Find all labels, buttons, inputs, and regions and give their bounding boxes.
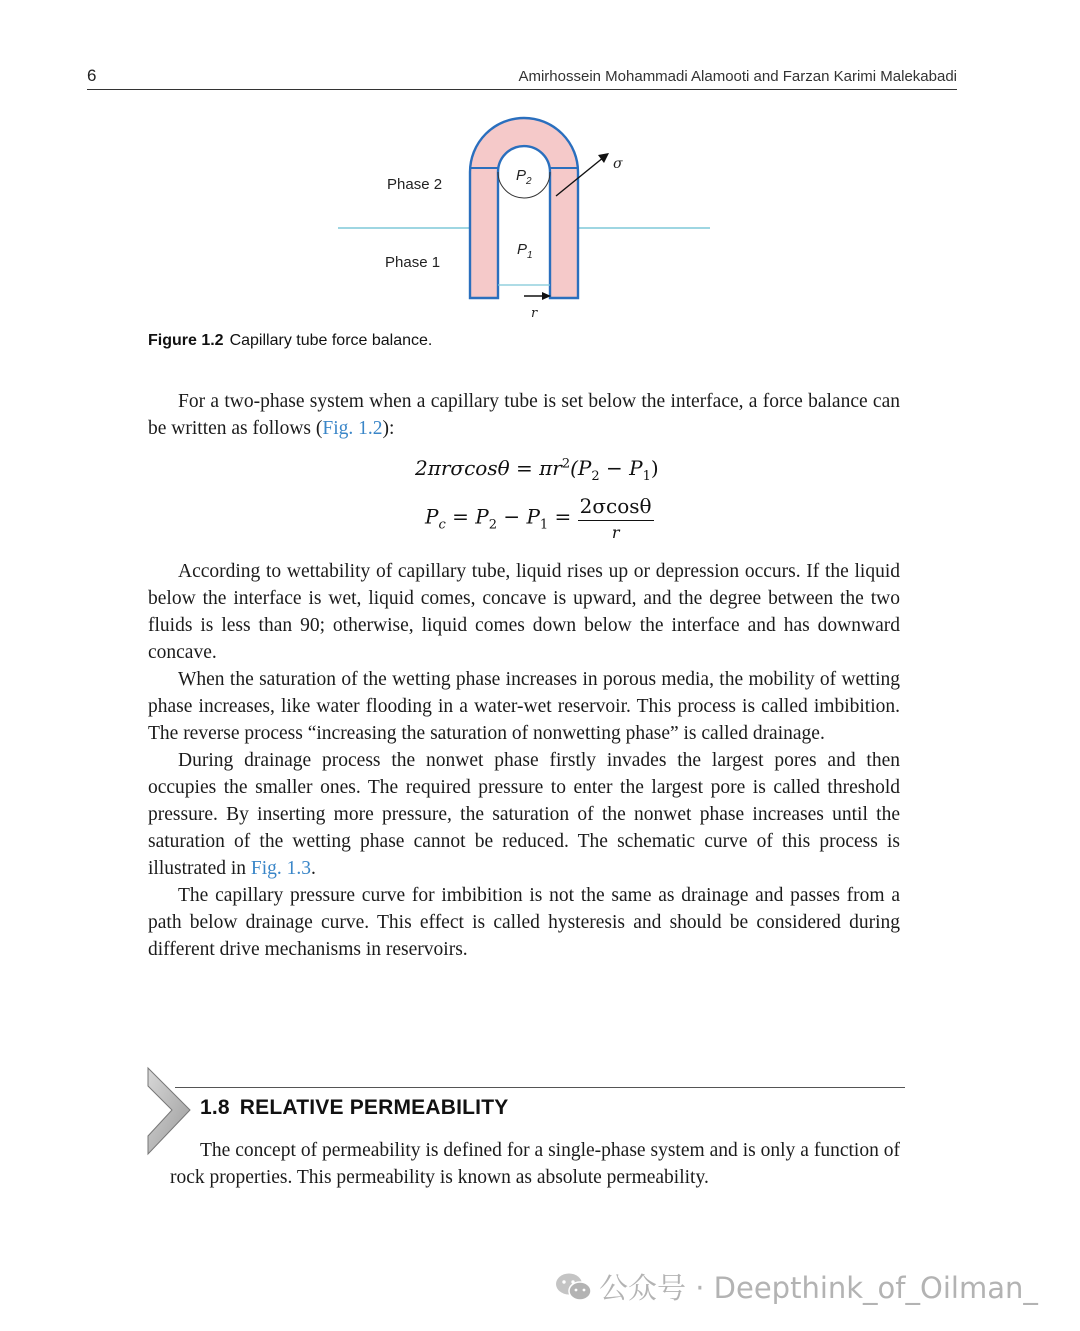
figure-caption: [148, 332, 432, 350]
section-title: RELATIVE PERMEABILITY: [239, 1096, 509, 1119]
watermark-text: 公众号 · Deepthink_of_Oilman_: [599, 1271, 1038, 1305]
fraction-numerator: 2σcosθ: [578, 494, 654, 521]
capillary-tube-figure: [330, 110, 730, 325]
equation-capillary-pressure: $P_c = P_2 - P_1$ = $\frac{2\sigma\cos\theta}{r}$: [425, 494, 652, 542]
hysteresis-paragraph: The capillary pressure curve for imbibition is not the same as drainage and passes from a path below drainage curve. This effect is called hysteresis and should be considered during different drive mechanisms in reservoirs.: [148, 885, 900, 960]
fraction-denominator: r: [611, 523, 620, 542]
section-number: 1.8: [200, 1096, 230, 1119]
intro-paragraph-block: [148, 388, 900, 442]
fig-1-2-link[interactable]: Fig. 1.2: [322, 418, 383, 439]
figure-caption-label: Figure 1.2: [148, 332, 224, 349]
p1-label: $P_1$: [517, 241, 533, 261]
page-number: 6: [87, 66, 97, 85]
watermark: [555, 1266, 1038, 1307]
section-intro-paragraph: The concept of permeability is defined for a single-phase system and is only a function of rock properties. This permeability is known as absolute permeability.: [170, 1140, 900, 1188]
equation-force-balance: $2\pi r\sigma\cos\theta = \pi r^2(P_2 - P_1)$: [415, 456, 659, 484]
phase1-label: Phase 1: [385, 254, 441, 271]
fig-1-3-link[interactable]: Fig. 1.3: [250, 858, 312, 879]
equation-fraction: [578, 494, 654, 542]
r-label: r: [531, 306, 538, 321]
p2-label: $P_2$: [516, 167, 532, 187]
sigma-arrowhead: [598, 153, 609, 163]
section-rule: [175, 1087, 905, 1088]
header-rule: [87, 89, 957, 90]
figure-caption-text: Capillary tube force balance.: [229, 332, 433, 349]
section-heading: [200, 1096, 508, 1120]
imbibition-paragraph: When the saturation of the wetting phase increases in porous media, the mobility of wetting phase increases, like water flooding in a water-wet reservoir. This process is called imbibition. The reverse process “increasing the saturation of nonwetting phase” is called drainage.: [148, 669, 900, 744]
section-intro-block: [170, 1137, 900, 1191]
phase2-label: Phase 2: [387, 176, 443, 193]
intro-paragraph: For a two-phase system when a capillary tube is set below the interface, a force balance can be written as follows (Fig. 1.2):: [148, 391, 900, 439]
main-paragraphs-block: [148, 558, 900, 963]
wechat-icon: [555, 1272, 593, 1302]
drainage-paragraph: During drainage process the nonwet phase firstly invades the largest pores and then occupies the smaller ones. The required pressure to enter the largest pore is called threshold pressure. By inserting more pressure, the saturation of the nonwet phase increases until the saturation of the wetting phase cannot be reduced. The schematic curve of this process is illustrated in Fig. 1.3.: [148, 750, 900, 879]
capillary-tube-wall: [470, 118, 578, 298]
running-header-authors: Amirhossein Mohammadi Alamooti and Farzan Karimi Malekabadi: [518, 68, 957, 85]
wettability-paragraph: According to wettability of capillary tube, liquid rises up or depression occurs. If the liquid below the interface is wet, liquid comes, concave is upward, and the degree between the two fluids is less than 90; otherwise, liquid comes down below the interface and has downward concave.: [148, 561, 900, 663]
sigma-label: σ: [613, 156, 623, 172]
